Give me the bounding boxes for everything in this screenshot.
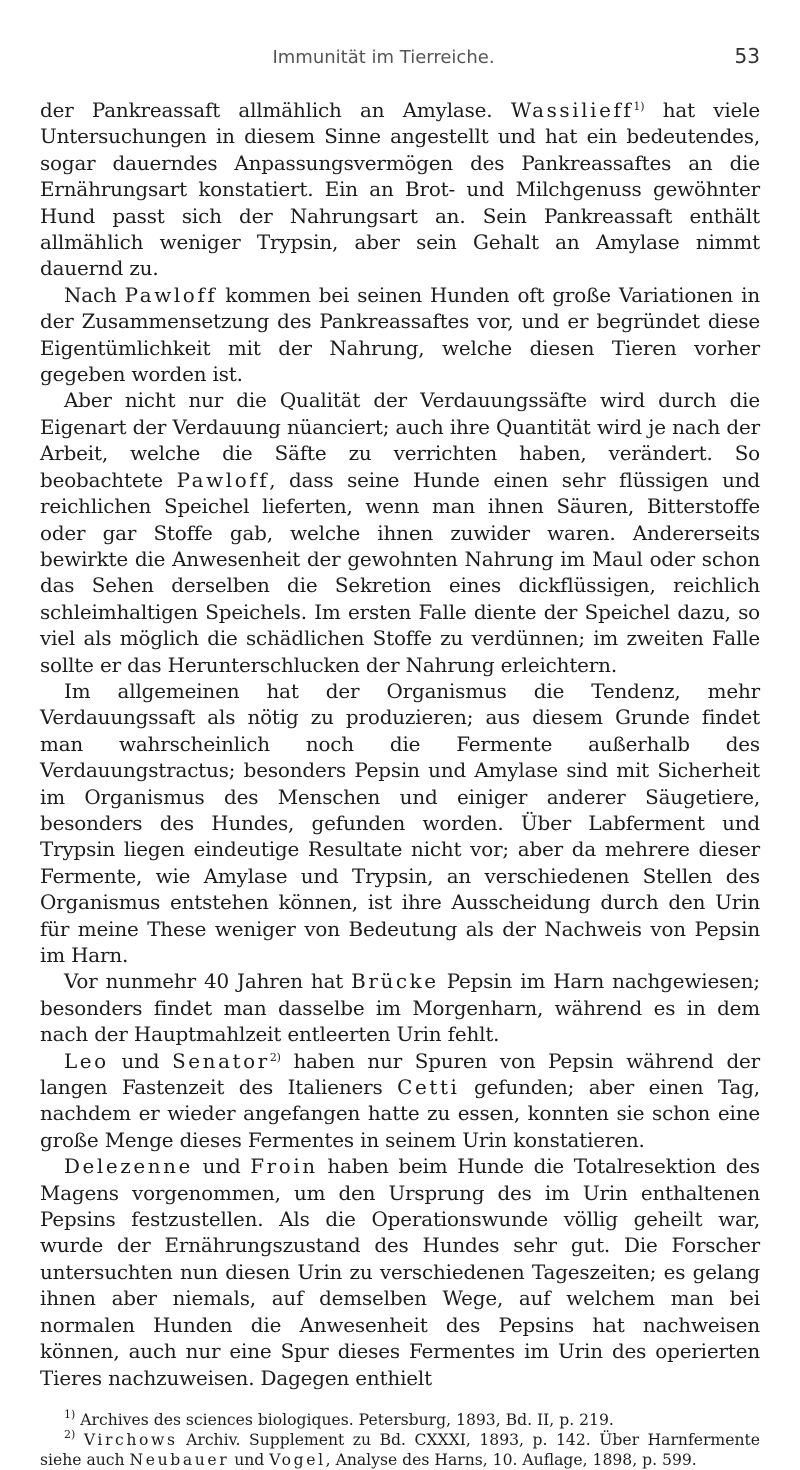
footnote-marker: 1) [633, 100, 645, 113]
text-run: , Analyse des Harns, 10. Auflage, 1898, p. 599. [325, 1450, 697, 1469]
footnote-marker: 2) [64, 1427, 76, 1441]
text-run: Vor nunmehr 40 Jahren hat [64, 970, 352, 994]
paragraph [40, 1154, 760, 1392]
text-run: Pepsin im Harn nachgewiesen; besonders findet man dasselbe im Morgenharn, während es in dem nach der Hauptmahlzeit entleerten Urin fehlt. [40, 970, 760, 1047]
author-name: Delezenne [64, 1155, 193, 1179]
text-run: Im allgemeinen hat der Organismus die Tendenz, mehr Verdauungssaft als nötig zu produzieren; aus diesem Grunde findet man wahrscheinlich noch die Fermente außerhalb des Verdauungstractus; besonders Pepsin und Amylase sind mit Sicherheit im Organismus des Menschen und einiger anderer Säugetiere, besonders des Hundes, gefunden worden. Über Labferment und Trypsin liegen eindeutige Resultate nicht vor; aber da mehrere dieser Fermente, wie Amylase und Trypsin, an verschiedenen Stellen des Organismus entstehen können, ist ihre Ausscheidung durch den Urin für meine These weniger von Bedeutung als der Nachweis von Pepsin im Harn. [40, 679, 760, 967]
text-run: Nach [64, 283, 125, 307]
author-name: Brücke [351, 970, 439, 994]
text-run [75, 1431, 84, 1449]
author-name: Wassilieff [510, 99, 634, 122]
footnote [40, 1407, 760, 1430]
paragraph [40, 388, 760, 678]
text-run: haben beim Hunde die Totalresektion des Magens vorgenommen, um den Ursprung des im Urin enthaltenen Pepsins festzustellen. Als die Operationswunde völlig geheilt war, wurde der Ernährungszustand des Hundes sehr gut. Die Forscher untersuchten nun diesen Urin zu verschiedenen Tageszeiten; es gelang ihnen aber niemals, auf demselben Wege, auf welchem man bei normalen Hunden die Anwesenheit des Pepsins hat nachweisen können, auch nur eine Spur dieses Fermentes im Urin des operierten Tieres nachzuweisen. Dagegen enthielt [40, 1155, 760, 1390]
text-run: der Pankreassaft allmählich an Amylase. [40, 99, 511, 122]
author-name: Pawloff [124, 283, 218, 307]
body-text [40, 98, 760, 1392]
text-run: Archiv. Supplement zu Bd. CXXXI, 1893, p. 142. Über Harnfermente siehe auch [40, 1430, 760, 1469]
text-run: und [229, 1450, 270, 1469]
footnotes [40, 1407, 760, 1470]
page-number: 53 [734, 44, 760, 68]
book-page [40, 44, 760, 1470]
text-run: kommen bei seinen Hunden oft große Variationen in der Zusammensetzung des Pankreassaftes vor, und er begründet diese Eigentümlichkeit mit der Nahrung, welche diesen Tieren vorher gegeben worden ist. [40, 283, 760, 387]
author-name: Virchows [83, 1430, 178, 1449]
paragraph [40, 1049, 760, 1155]
paragraph [40, 969, 760, 1048]
text-run: Aber nicht nur die Qualität der Verdauungssäfte wird durch die Eigenart der Verdauung nüanciert; auch ihre Quantität wird je nach der Arbeit, welche die Säfte zu verrichten haben, verändert. So beobachtete [40, 389, 760, 492]
footnote-marker: 1) [64, 1407, 76, 1421]
author-name: Neubauer [129, 1450, 230, 1469]
text-run: haben nur Spuren von Pepsin während der langen Fastenzeit des Italieners [40, 1049, 761, 1100]
author-name: Leo [64, 1049, 109, 1073]
running-head [40, 44, 760, 72]
author-name: Froin [250, 1155, 318, 1179]
footnote-marker: 2) [269, 1050, 281, 1064]
running-head-title: Immunität im Tierreiche. [272, 47, 495, 68]
author-name: Cetti [397, 1076, 460, 1100]
text-run: und [192, 1155, 251, 1179]
text-run: Archives des sciences biologiques. Petersburg, 1893, Bd. II, p. 219. [75, 1410, 614, 1429]
footnote [40, 1427, 760, 1470]
paragraph [40, 283, 760, 389]
text-run: und [108, 1049, 173, 1073]
text-run: gefunden; aber einen Tag, nachdem er wieder angefangen hatte zu essen, konnten sie schon eine große Menge dieses Fermentes in seinem Urin konstatieren. [40, 1076, 760, 1152]
text-run: hat viele Untersuchungen in diesem Sinne angestellt und hat ein bedeutendes, sogar dauerndes Anpassungsvermögen des Pankreassaftes an die Ernährungsart konstatiert. Ein an Brot- und Milchgenuss gewöhnter Hund passt sich der Nahrungsart an. Sein Pankreassaft enthält allmählich weniger Trypsin, aber sein Gehalt an Amylase nimmt dauernd zu. [40, 99, 761, 281]
author-name: Vogel [269, 1450, 326, 1469]
author-name: Pawloff [176, 468, 270, 492]
paragraph [40, 98, 760, 283]
author-name: Senator [172, 1049, 270, 1073]
paragraph [40, 679, 760, 969]
text-run: , dass seine Hunde einen sehr flüssigen und reichlichen Speichel lieferten, wenn man ihnen Säuren, Bitterstoffe oder gar Stoffe gab, welche ihnen zuwider waren. Andererseits bewirkte die Anwesenheit der gewohnten Nahrung im Maul oder schon das Sehen derselben die Sekretion eines dickflüssigen, reichlich schleimhaltigen Speichels. Im ersten Falle diente der Speichel dazu, so viel als möglich die schädlichen Stoffe zu verdünnen; im zweiten Falle sollte er das Herunterschlucken der Nahrung erleichtern. [40, 468, 760, 677]
